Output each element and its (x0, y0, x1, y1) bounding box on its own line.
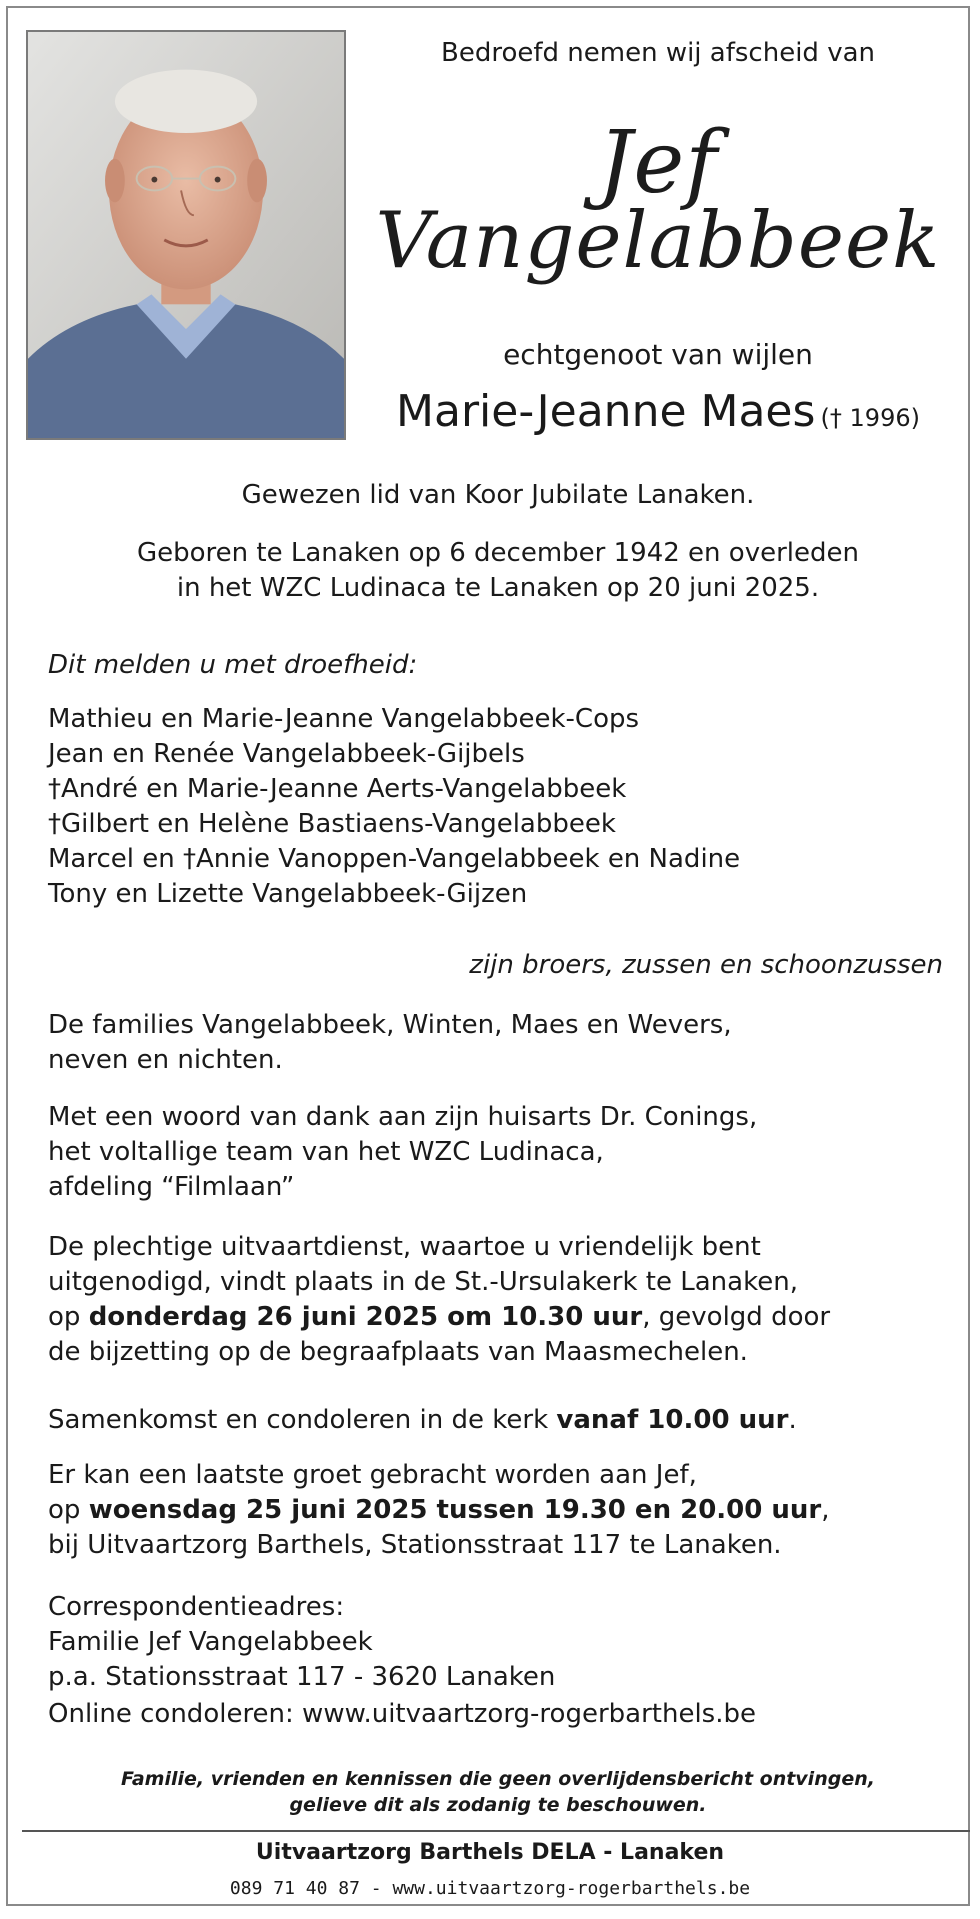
correspondence-name: Familie Jef Vangelabbeek (48, 1627, 373, 1657)
spouse-label: echtgenoot van wijlen (503, 338, 813, 371)
family-list (48, 702, 948, 912)
service-line-1: De plechtige uitvaartdienst, waartoe u vriendelijk bent (48, 1232, 761, 1262)
farewell-suffix: , (821, 1495, 830, 1525)
footer-divider (22, 1830, 970, 1832)
farewell-line-2 (48, 1493, 948, 1528)
disclaimer-line-2: gelieve dit als zodanig te beschouwen. (289, 1794, 707, 1816)
intro-line: Bedroefd nemen wij afscheid van (441, 38, 875, 68)
farewell-prefix: op (48, 1495, 89, 1525)
farewell-block (48, 1458, 948, 1563)
disclaimer-line-1: Familie, vrienden en kennissen die geen overlijdensbericht ontvingen, (121, 1768, 875, 1790)
deceased-first-name: Jef (597, 113, 719, 213)
farewell-date-time: woensdag 25 juni 2025 tussen 19.30 en 20.00 uur (88, 1495, 822, 1525)
service-line-3 (48, 1300, 948, 1335)
correspondence-block (48, 1590, 948, 1732)
gathering-line (48, 1403, 948, 1438)
gathering-suffix: . (788, 1405, 797, 1435)
family-item: Jean en Renée Vangelabbeek-Gijbels (48, 739, 525, 769)
family-relation: zijn broers, zussen en schoonzussen (469, 950, 943, 980)
service-line-3-suffix: , gevolgd door (642, 1302, 831, 1332)
membership-line: Gewezen lid van Koor Jubilate Lanaken. (241, 480, 755, 510)
service-line-2: uitgenodigd, vindt plaats in de St.-Ursulakerk te Lanaken, (48, 1267, 798, 1297)
thanks-block (48, 1100, 948, 1205)
service-date-time: donderdag 26 juni 2025 om 10.30 uur (88, 1302, 643, 1332)
farewell-line-3: bij Uitvaartzorg Barthels, Stationsstraat 117 te Lanaken. (48, 1530, 782, 1560)
service-line-3-prefix: op (48, 1302, 89, 1332)
birth-death-line-1: Geboren te Lanaken op 6 december 1942 en overleden (137, 538, 859, 568)
portrait-image (28, 32, 344, 438)
family-item: Tony en Lizette Vangelabbeek-Gijzen (48, 879, 528, 909)
correspondence-label: Correspondentieadres: (48, 1592, 345, 1622)
footer-funeral-home: Uitvaartzorg Barthels DELA - Lanaken (255, 1840, 725, 1865)
portrait-photo (26, 30, 346, 440)
spouse-death-year: († 1996) (820, 404, 920, 432)
birth-death-block (48, 536, 948, 606)
family-item: Marcel en †Annie Vanoppen-Vangelabbeek en Nadine (48, 844, 741, 874)
thanks-line-2: het voltallige team van het WZC Ludinaca, (48, 1137, 604, 1167)
deceased-last-name: Vangelabbeek (375, 196, 941, 286)
families-line-1: De families Vangelabbeek, Winten, Maes en Wevers, (48, 1010, 732, 1040)
thanks-line-3: afdeling “Filmlaan” (48, 1172, 295, 1202)
obituary-card (6, 6, 970, 1906)
disclaimer (48, 1766, 948, 1818)
family-item: Mathieu en Marie-Jeanne Vangelabbeek-Cops (48, 704, 640, 734)
family-item: †Gilbert en Helène Bastiaens-Vangelabbeek (48, 809, 616, 839)
service-block (48, 1230, 948, 1370)
announce-label: Dit melden u met droefheid: (48, 650, 418, 680)
birth-death-line-2: in het WZC Ludinaca te Lanaken op 20 juni 2025. (176, 573, 820, 603)
farewell-line-1: Er kan een laatste groet gebracht worden aan Jef, (48, 1460, 697, 1490)
families-block (48, 1008, 948, 1078)
thanks-line-1: Met een woord van dank aan zijn huisarts Dr. Conings, (48, 1102, 758, 1132)
gathering-prefix: Samenkomst en condoleren in de kerk (48, 1405, 557, 1435)
service-line-4: de bijzetting op de begraafplaats van Maasmechelen. (48, 1337, 748, 1367)
spouse-name: Marie-Jeanne Maes (396, 386, 816, 437)
spouse-line (358, 386, 958, 437)
gathering-time: vanaf 10.00 uur (556, 1405, 789, 1435)
footer-contact: 089 71 40 87 - www.uitvaartzorg-rogerbarthels.be (229, 1878, 751, 1899)
families-line-2: neven en nichten. (48, 1045, 283, 1075)
online-condolence: Online condoleren: www.uitvaartzorg-rogerbarthels.be (48, 1699, 756, 1729)
family-item: †André en Marie-Jeanne Aerts-Vangelabbeek (48, 774, 627, 804)
correspondence-address: p.a. Stationsstraat 117 - 3620 Lanaken (48, 1662, 556, 1692)
